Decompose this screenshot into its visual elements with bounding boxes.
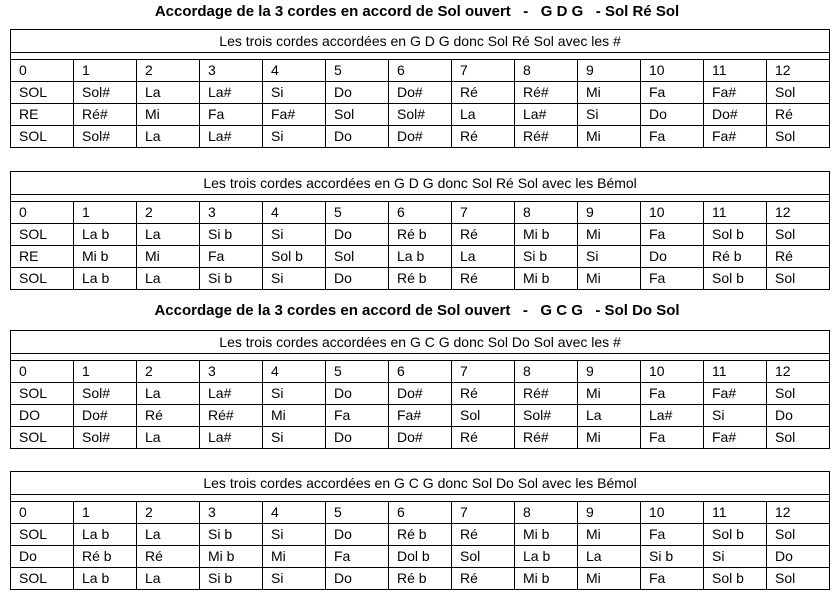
note-cell: Sol	[767, 383, 830, 405]
note-cell: Sol	[452, 405, 515, 427]
note-cell: Ré	[452, 126, 515, 148]
note-cell: Do	[767, 546, 830, 568]
note-cell: Ré#	[515, 82, 578, 104]
table-caption-row	[11, 472, 830, 495]
fret-number: 6	[389, 60, 452, 82]
fret-number: 0	[11, 361, 74, 383]
note-cell: Mi	[137, 246, 200, 268]
note-cell: Fa	[326, 405, 389, 427]
note-cell: Do	[326, 268, 389, 290]
fret-number: 4	[263, 60, 326, 82]
note-cell: Si	[263, 383, 326, 405]
note-cell: Do#	[704, 104, 767, 126]
fret-header-row	[11, 502, 830, 524]
note-cell: Sol b	[263, 246, 326, 268]
fret-number: 7	[452, 502, 515, 524]
fret-number: 11	[704, 60, 767, 82]
note-cell: Fa	[641, 568, 704, 590]
note-cell: Si b	[200, 224, 263, 246]
table-spacer-row	[11, 354, 830, 361]
note-cell: Ré b	[389, 568, 452, 590]
note-cell: Sol#	[74, 82, 137, 104]
note-cell: Ré	[452, 427, 515, 449]
note-cell: Si	[704, 405, 767, 427]
note-cell: Mi	[137, 104, 200, 126]
fret-number: 5	[326, 502, 389, 524]
note-cell: Fa#	[704, 383, 767, 405]
fret-number: 10	[641, 502, 704, 524]
note-cell: Ré	[452, 383, 515, 405]
fret-number: 5	[326, 361, 389, 383]
note-cell: La	[137, 82, 200, 104]
note-cell: Fa	[641, 82, 704, 104]
section-heading-gcg: Accordage de la 3 cordes en accord de Sol ouvert - G C G - Sol Do Sol	[154, 302, 680, 319]
fret-number: 2	[137, 202, 200, 224]
note-cell: Dol b	[389, 546, 452, 568]
note-cell: Sol#	[74, 383, 137, 405]
table-caption: Les trois cordes accordées en G C G donc Sol Do Sol avec les Bémol	[11, 472, 830, 495]
string-row	[11, 126, 830, 148]
note-cell: Do	[326, 383, 389, 405]
note-cell: Do	[641, 246, 704, 268]
fret-number: 11	[704, 361, 767, 383]
note-cell: La b	[74, 524, 137, 546]
note-cell: Ré	[452, 568, 515, 590]
note-cell: Mi	[263, 546, 326, 568]
open-string-note: RE	[11, 104, 74, 126]
note-cell: Do	[326, 524, 389, 546]
note-cell: Sol#	[515, 405, 578, 427]
open-string-note: SOL	[11, 224, 74, 246]
note-cell: Sol	[326, 246, 389, 268]
note-cell: Ré	[452, 82, 515, 104]
note-cell: La b	[515, 546, 578, 568]
note-cell: Sol#	[74, 126, 137, 148]
fret-number: 8	[515, 202, 578, 224]
fret-number: 3	[200, 502, 263, 524]
note-cell: Sol	[767, 524, 830, 546]
fret-number: 7	[452, 202, 515, 224]
fret-number: 8	[515, 502, 578, 524]
note-cell: Mi	[578, 224, 641, 246]
fret-number: 12	[767, 60, 830, 82]
note-cell: Ré#	[74, 104, 137, 126]
note-cell: La#	[641, 405, 704, 427]
note-cell: Si b	[200, 524, 263, 546]
string-row	[11, 568, 830, 590]
fret-number: 1	[74, 202, 137, 224]
open-string-note: SOL	[11, 427, 74, 449]
note-cell: Mi	[578, 126, 641, 148]
note-cell: Si	[263, 126, 326, 148]
fret-number: 2	[137, 361, 200, 383]
note-cell: Ré b	[74, 546, 137, 568]
fret-number: 12	[767, 502, 830, 524]
fret-number: 10	[641, 202, 704, 224]
string-row	[11, 82, 830, 104]
fret-number: 0	[11, 202, 74, 224]
open-string-note: SOL	[11, 568, 74, 590]
note-cell: Fa	[641, 524, 704, 546]
note-cell: Do	[326, 568, 389, 590]
note-cell: Fa	[200, 246, 263, 268]
note-cell: Mi b	[515, 524, 578, 546]
note-cell: Mi b	[74, 246, 137, 268]
note-cell: Sol#	[74, 427, 137, 449]
fret-number: 12	[767, 202, 830, 224]
note-cell: La#	[200, 126, 263, 148]
note-cell: Sol b	[704, 224, 767, 246]
table-spacer	[11, 495, 830, 502]
table-gdg-sharps	[10, 29, 830, 148]
note-cell: Mi	[578, 82, 641, 104]
note-cell: Mi	[578, 524, 641, 546]
note-cell: Ré	[452, 224, 515, 246]
note-cell: Do#	[389, 126, 452, 148]
note-cell: Sol b	[704, 268, 767, 290]
note-cell: Ré	[137, 405, 200, 427]
note-cell: Fa#	[704, 427, 767, 449]
note-cell: Ré	[767, 246, 830, 268]
fret-number: 1	[74, 361, 137, 383]
table-caption-row	[11, 172, 830, 195]
fret-number: 2	[137, 502, 200, 524]
note-cell: La	[137, 524, 200, 546]
note-cell: Mi	[578, 268, 641, 290]
note-cell: Sol#	[389, 104, 452, 126]
open-string-note: DO	[11, 405, 74, 427]
note-cell: Sol	[326, 104, 389, 126]
note-cell: Sol b	[704, 568, 767, 590]
note-cell: La	[137, 268, 200, 290]
note-cell: Ré#	[200, 405, 263, 427]
fret-number: 4	[263, 361, 326, 383]
note-cell: Sol	[767, 224, 830, 246]
open-string-note: SOL	[11, 268, 74, 290]
table-gcg-flats	[10, 471, 830, 590]
fret-number: 11	[704, 502, 767, 524]
fret-number: 3	[200, 361, 263, 383]
fret-number: 12	[767, 361, 830, 383]
note-cell: Ré#	[515, 383, 578, 405]
note-cell: Ré	[452, 268, 515, 290]
open-string-note: RE	[11, 246, 74, 268]
note-cell: Ré b	[704, 246, 767, 268]
fret-number: 6	[389, 502, 452, 524]
note-cell: Do#	[389, 383, 452, 405]
note-cell: La b	[389, 246, 452, 268]
string-row	[11, 405, 830, 427]
table-caption: Les trois cordes accordées en G D G donc Sol Ré Sol avec les #	[11, 30, 830, 53]
table-gdg-flats	[10, 171, 830, 290]
note-cell: La b	[74, 568, 137, 590]
fret-number: 8	[515, 60, 578, 82]
fret-number: 0	[11, 502, 74, 524]
note-cell: Fa	[641, 126, 704, 148]
open-string-note: SOL	[11, 126, 74, 148]
fret-number: 3	[200, 202, 263, 224]
fret-number: 2	[137, 60, 200, 82]
note-cell: La	[452, 104, 515, 126]
fret-header-row	[11, 60, 830, 82]
note-cell: Fa	[641, 427, 704, 449]
note-cell: Do	[326, 427, 389, 449]
note-cell: Si	[263, 568, 326, 590]
table-spacer	[11, 195, 830, 202]
note-cell: Do	[641, 104, 704, 126]
note-cell: Mi b	[200, 546, 263, 568]
note-cell: La#	[200, 82, 263, 104]
fret-header-row	[11, 202, 830, 224]
note-cell: La#	[515, 104, 578, 126]
table-caption: Les trois cordes accordées en G D G donc Sol Ré Sol avec les Bémol	[11, 172, 830, 195]
note-cell: Mi b	[515, 224, 578, 246]
note-cell: Sol	[767, 568, 830, 590]
open-string-note: Do	[11, 546, 74, 568]
note-cell: Do	[326, 82, 389, 104]
table-spacer-row	[11, 53, 830, 60]
fret-number: 7	[452, 361, 515, 383]
string-row	[11, 383, 830, 405]
note-cell: Fa	[641, 268, 704, 290]
note-cell: Fa#	[704, 82, 767, 104]
note-cell: Si b	[515, 246, 578, 268]
string-row	[11, 268, 830, 290]
note-cell: Fa	[200, 104, 263, 126]
note-cell: Si b	[641, 546, 704, 568]
note-cell: Si	[263, 224, 326, 246]
note-cell: La b	[74, 224, 137, 246]
string-row	[11, 427, 830, 449]
fret-number: 7	[452, 60, 515, 82]
note-cell: Si	[578, 246, 641, 268]
note-cell: La	[137, 383, 200, 405]
note-cell: Mi	[578, 568, 641, 590]
note-cell: Ré	[767, 104, 830, 126]
note-cell: Fa#	[389, 405, 452, 427]
note-cell: Si b	[200, 568, 263, 590]
note-cell: Ré	[137, 546, 200, 568]
note-cell: Do	[326, 126, 389, 148]
note-cell: Ré b	[389, 268, 452, 290]
note-cell: La b	[74, 268, 137, 290]
note-cell: Fa	[641, 224, 704, 246]
note-cell: Si b	[200, 268, 263, 290]
note-cell: Ré#	[515, 427, 578, 449]
fret-number: 6	[389, 202, 452, 224]
open-string-note: SOL	[11, 82, 74, 104]
note-cell: Mi	[578, 427, 641, 449]
table-gcg-sharps	[10, 330, 830, 449]
note-cell: Si	[578, 104, 641, 126]
note-cell: Do#	[389, 82, 452, 104]
fret-number: 9	[578, 502, 641, 524]
note-cell: Do#	[389, 427, 452, 449]
note-cell: La#	[200, 427, 263, 449]
note-cell: Sol	[767, 268, 830, 290]
note-cell: La	[137, 224, 200, 246]
section-heading-gdg: Accordage de la 3 cordes en accord de Sol ouvert - G D G - Sol Ré Sol	[154, 3, 680, 20]
note-cell: Ré#	[515, 126, 578, 148]
fret-number: 1	[74, 502, 137, 524]
fret-number: 9	[578, 361, 641, 383]
note-cell: Sol	[767, 126, 830, 148]
note-cell: Fa#	[704, 126, 767, 148]
note-cell: Si	[263, 524, 326, 546]
note-cell: La	[137, 568, 200, 590]
table-spacer	[11, 354, 830, 361]
note-cell: Mi	[263, 405, 326, 427]
note-cell: La#	[200, 383, 263, 405]
note-cell: Fa#	[263, 104, 326, 126]
note-cell: Mi b	[515, 568, 578, 590]
fret-number: 10	[641, 361, 704, 383]
table-spacer	[11, 53, 830, 60]
note-cell: Do	[767, 405, 830, 427]
fret-number: 4	[263, 202, 326, 224]
fret-number: 5	[326, 202, 389, 224]
note-cell: La	[578, 546, 641, 568]
fret-number: 4	[263, 502, 326, 524]
note-cell: Fa	[326, 546, 389, 568]
fret-number: 10	[641, 60, 704, 82]
table-caption-row	[11, 30, 830, 53]
note-cell: Sol	[452, 546, 515, 568]
table-caption-row	[11, 331, 830, 354]
note-cell: Sol b	[704, 524, 767, 546]
note-cell: Sol	[767, 427, 830, 449]
string-row	[11, 546, 830, 568]
table-spacer-row	[11, 495, 830, 502]
note-cell: Ré b	[389, 224, 452, 246]
note-cell: La	[452, 246, 515, 268]
fret-number: 6	[389, 361, 452, 383]
note-cell: Ré b	[389, 524, 452, 546]
string-row	[11, 246, 830, 268]
note-cell: La	[137, 427, 200, 449]
open-string-note: SOL	[11, 524, 74, 546]
note-cell: Sol	[767, 82, 830, 104]
note-cell: Do#	[74, 405, 137, 427]
fret-number: 5	[326, 60, 389, 82]
note-cell: Ré	[452, 524, 515, 546]
table-caption: Les trois cordes accordées en G C G donc Sol Do Sol avec les #	[11, 331, 830, 354]
fret-number: 9	[578, 202, 641, 224]
string-row	[11, 524, 830, 546]
note-cell: Fa	[641, 383, 704, 405]
note-cell: La	[578, 405, 641, 427]
fret-number: 11	[704, 202, 767, 224]
fret-number: 1	[74, 60, 137, 82]
note-cell: Do	[326, 224, 389, 246]
open-string-note: SOL	[11, 383, 74, 405]
fret-header-row	[11, 361, 830, 383]
fret-number: 0	[11, 60, 74, 82]
table-spacer-row	[11, 195, 830, 202]
note-cell: La	[137, 126, 200, 148]
fret-number: 3	[200, 60, 263, 82]
note-cell: Si	[263, 82, 326, 104]
note-cell: Si	[263, 427, 326, 449]
note-cell: Si	[263, 268, 326, 290]
string-row	[11, 224, 830, 246]
note-cell: Mi	[578, 383, 641, 405]
note-cell: Mi b	[515, 268, 578, 290]
note-cell: Si	[704, 546, 767, 568]
fret-number: 9	[578, 60, 641, 82]
fret-number: 8	[515, 361, 578, 383]
string-row	[11, 104, 830, 126]
